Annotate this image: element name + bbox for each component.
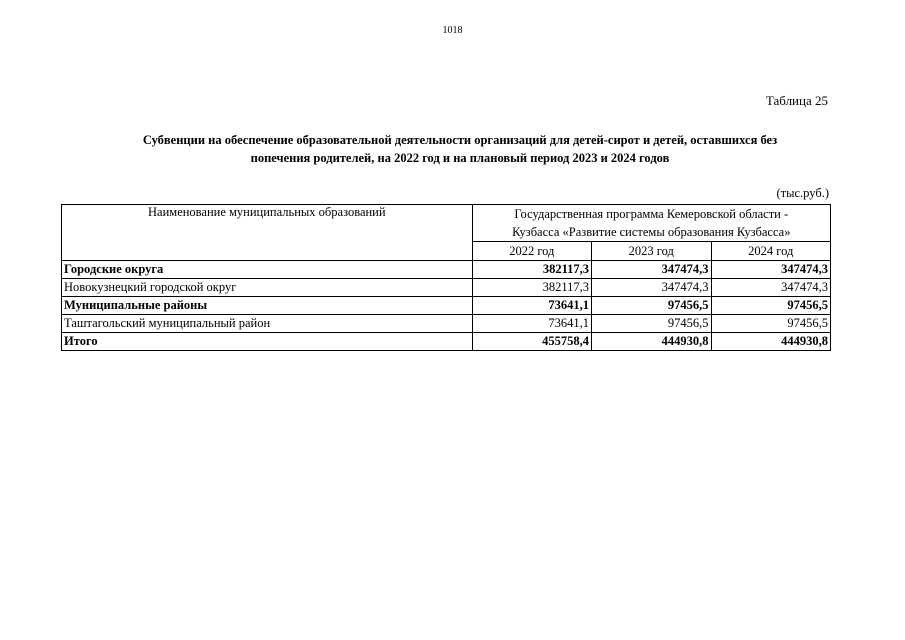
row-name-cell: Городские округа xyxy=(62,261,473,279)
table-body xyxy=(62,261,831,351)
subsidy-table xyxy=(61,204,831,351)
page-number: 1018 xyxy=(442,25,463,36)
row-name-cell: Муниципальные районы xyxy=(62,297,473,315)
value-2023-cell: 97456,5 xyxy=(592,315,711,333)
title-line-1: Субвенции на обеспечение образовательной деятельности организаций для детей-сирот и детей, оставшихся без xyxy=(142,133,778,147)
row-name-cell: Таштагольский муниципальный район xyxy=(62,315,473,333)
table-row xyxy=(62,315,831,333)
row-name-cell: Новокузнецкий городской округ xyxy=(62,279,473,297)
value-2024-cell: 347474,3 xyxy=(711,279,831,297)
value-2022-cell: 455758,4 xyxy=(472,333,591,351)
table-row xyxy=(62,297,831,315)
program-column-header xyxy=(472,205,830,242)
value-2022-cell: 73641,1 xyxy=(472,315,591,333)
row-name-cell: Итого xyxy=(62,333,473,351)
value-2023-cell: 97456,5 xyxy=(592,297,711,315)
year-header-2022: 2022 год xyxy=(472,242,591,261)
value-2024-cell: 97456,5 xyxy=(711,297,831,315)
year-header-2024: 2024 год xyxy=(711,242,831,261)
value-2023-cell: 347474,3 xyxy=(592,279,711,297)
value-2022-cell: 73641,1 xyxy=(472,297,591,315)
program-header-line-1: Государственная программа Кемеровской области - xyxy=(514,207,789,221)
table-label: Таблица 25 xyxy=(765,93,828,108)
table-row xyxy=(62,333,831,351)
table-row xyxy=(62,261,831,279)
value-2023-cell: 444930,8 xyxy=(592,333,711,351)
value-2024-cell: 444930,8 xyxy=(711,333,831,351)
value-2022-cell: 382117,3 xyxy=(472,261,591,279)
value-2024-cell: 97456,5 xyxy=(711,315,831,333)
header-row xyxy=(62,205,831,242)
document-title xyxy=(70,131,850,167)
year-header-2023: 2023 год xyxy=(592,242,711,261)
program-header-line-2: Кузбасса «Развитие системы образования Кузбасса» xyxy=(512,225,791,239)
value-2023-cell: 347474,3 xyxy=(592,261,711,279)
name-column-header: Наименование муниципальных образований xyxy=(62,205,473,261)
title-line-2: попечения родителей, на 2022 год и на плановый период 2023 и 2024 годов xyxy=(250,151,670,165)
value-2022-cell: 382117,3 xyxy=(472,279,591,297)
value-2024-cell: 347474,3 xyxy=(711,261,831,279)
units-label: (тыс.руб.) xyxy=(776,186,829,200)
table-row xyxy=(62,279,831,297)
